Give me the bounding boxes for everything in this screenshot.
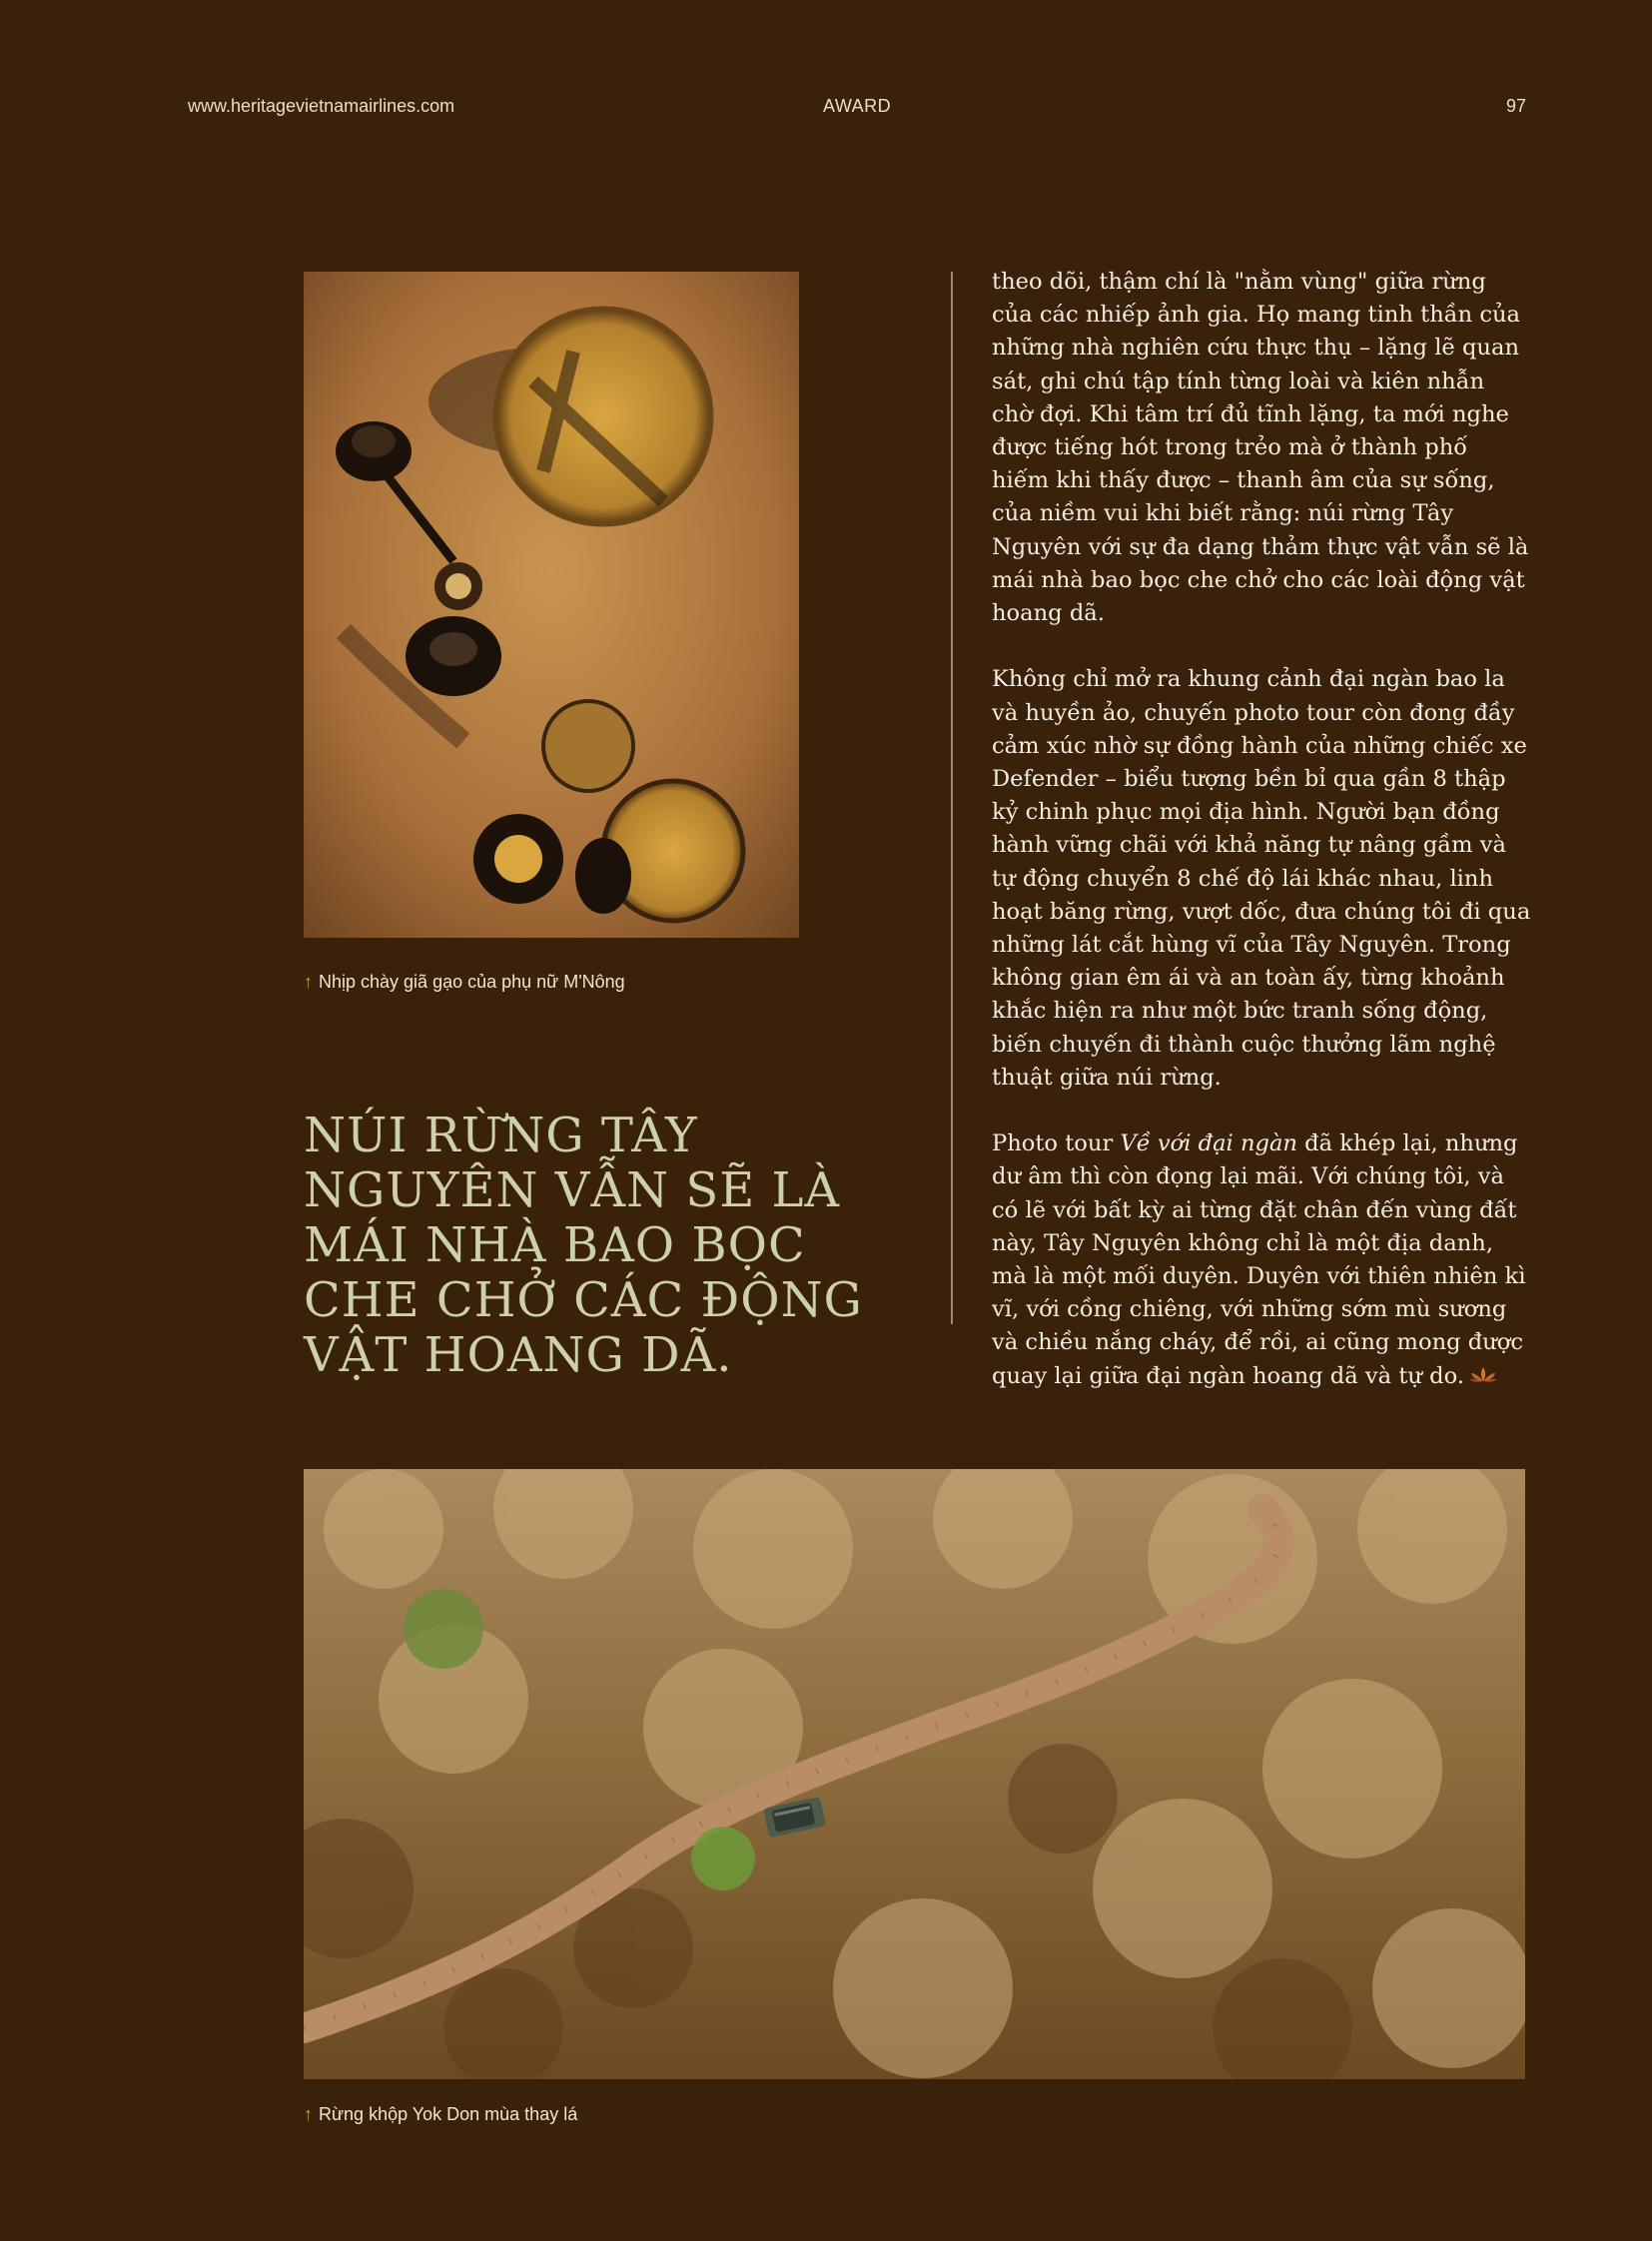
page-number: 97	[1505, 96, 1526, 116]
caption-text: Nhịp chày giã gạo của phụ nữ M'Nông	[319, 972, 625, 992]
section-label: AWARD	[823, 96, 892, 116]
photo-caption-bottom	[304, 2104, 577, 2125]
article-paragraph-final	[992, 1127, 1531, 1393]
pull-quote: NÚI RỪNG TÂY NGUYÊN VẪN SẼ LÀ MÁI NHÀ BAO BỌC CHE CHỞ CÁC ĐỘNG VẬT HOANG DÃ.	[304, 1108, 863, 1383]
photo-forest-road	[304, 1469, 1525, 2079]
photo-caption-top	[304, 972, 625, 993]
arrow-up-icon: ↑	[304, 2104, 313, 2124]
photo-rice-pounding	[304, 272, 799, 938]
lotus-icon	[1468, 1360, 1498, 1393]
article-paragraph: Không chỉ mở ra khung cảnh đại ngàn bao la và huyền ảo, chuyến photo tour còn đong đầy cảm xúc nhờ sự đồng hành của những chiếc xe Defender – biểu tượng bền bỉ qua gần 8 thập kỷ chinh phục mọi địa hình. Người bạn đồng hành vững chãi với khả năng tự nâng gầm và tự động chuyển 8 chế độ lái khác nhau, linh hoạt băng rừng, vượt dốc, đưa chúng tôi đi qua những lát cắt hùng vĩ của Tây Nguyên. Trong không gian êm ái và an toàn ấy, từng khoảnh khắc hiện ra như một bức tranh sống động, biến chuyến đi thành cuộc thưởng lãm nghệ thuật giữa núi rừng.	[992, 666, 1531, 1091]
article-body	[992, 266, 1531, 1426]
article-paragraph: theo dõi, thậm chí là "nằm vùng" giữa rừng của các nhiếp ảnh gia. Họ mang tinh thần của những nhà nghiên cứu thực thụ – lặng lẽ quan sát, ghi chú tập tính từng loài và kiên nhẫn chờ đợi. Khi tâm trí đủ tĩnh lặng, ta mới nghe được tiếng hót trong trẻo mà ở thành phố hiếm khi thấy được – thanh âm của sự sống, của niềm vui khi biết rằng: núi rừng Tây Nguyên với sự đa dạng thảm thực vật vẫn sẽ là mái nhà bao bọc che chở cho các loài động vật hoang dã.	[992, 269, 1529, 627]
arrow-up-icon: ↑	[304, 972, 313, 992]
paragraph-text: Photo tour	[992, 1130, 1121, 1157]
site-url[interactable]: www.heritagevietnamairlines.com	[188, 96, 455, 116]
paragraph-text: đã khép lại, nhưng dư âm thì còn đọng lại mãi. Với chúng tôi, và có lẽ với bất kỳ ai từng đặt chân đến vùng đất này, Tây Nguyên không chỉ là một địa danh, mà là một mối duyên. Duyên với thiên nhiên kì vĩ, với cồng chiêng, với những sớm mù sương và chiều nắng cháy, để rồi, ai cũng mong được quay lại giữa đại ngàn hoang dã và tự do.	[992, 1130, 1526, 1389]
caption-text: Rừng khộp Yok Don mùa thay lá	[319, 2104, 578, 2124]
column-divider	[951, 272, 953, 1324]
page-header	[188, 96, 1526, 120]
tour-name: Về với đại ngàn	[1120, 1130, 1297, 1157]
